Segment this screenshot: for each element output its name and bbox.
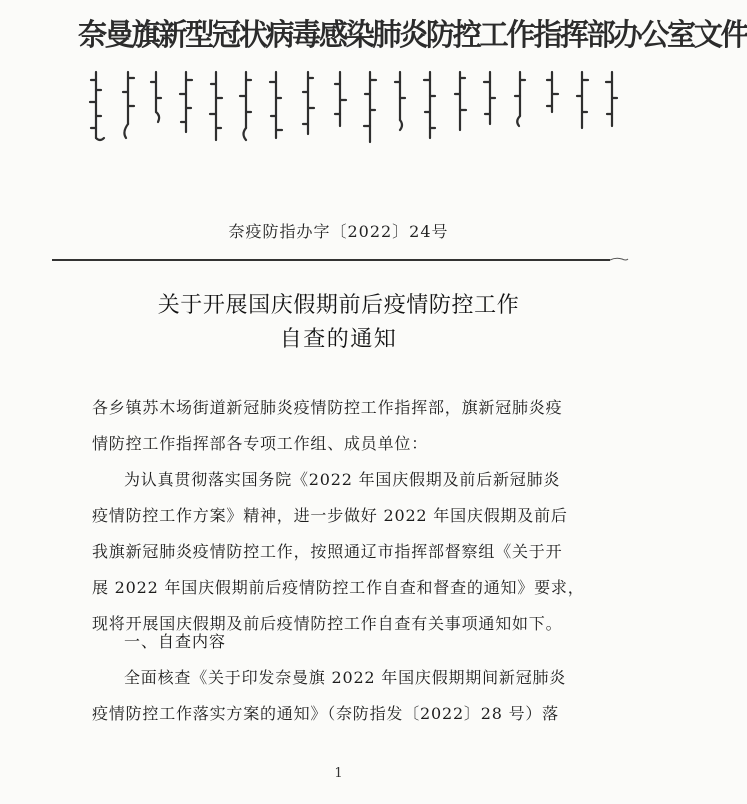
document-header-title: 奈曼旗新型冠状病毒感染肺炎防控工作指挥部办公室文件 — [78, 18, 747, 53]
header-divider-line — [50, 256, 630, 264]
body-line: 疫情防控工作方案》精神，进一步做好 2022 年国庆假期及前后 — [92, 506, 568, 525]
body-line: 为认真贯彻落实国务院《2022 年国庆假期及前后新冠肺炎 — [124, 470, 561, 489]
body-line: 我旗新冠肺炎疫情防控工作，按照通辽市指挥部督察组《关于开 — [92, 542, 563, 561]
body-line: 现将开展国庆假期及前后疫情防控工作自查有关事项通知如下。 — [92, 614, 563, 633]
section-heading: 一、自查内容 — [124, 632, 227, 651]
body-line: 情防控工作指挥部各专项工作组、成员单位： — [92, 434, 429, 453]
body-line: 展 2022 年国庆假期前后疫情防控工作自查和督查的通知》要求， — [92, 578, 585, 597]
document-number: 奈疫防指办字〔2022〕24号 — [228, 222, 449, 241]
mongolian-script-band — [88, 68, 628, 146]
body-line: 各乡镇苏木场街道新冠肺炎疫情防控工作指挥部，旗新冠肺炎疫 — [92, 398, 563, 417]
body-line: 疫情防控工作落实方案的通知》（奈防指发〔2022〕28 号）落 — [92, 704, 559, 723]
notice-title-line1: 关于开展国庆假期前后疫情防控工作 — [157, 293, 520, 318]
notice-title-line2: 自查的通知 — [279, 327, 398, 352]
body-line: 全面核查《关于印发奈曼旗 2022 年国庆假期期间新冠肺炎 — [124, 668, 567, 687]
page-number: 1 — [334, 766, 343, 781]
